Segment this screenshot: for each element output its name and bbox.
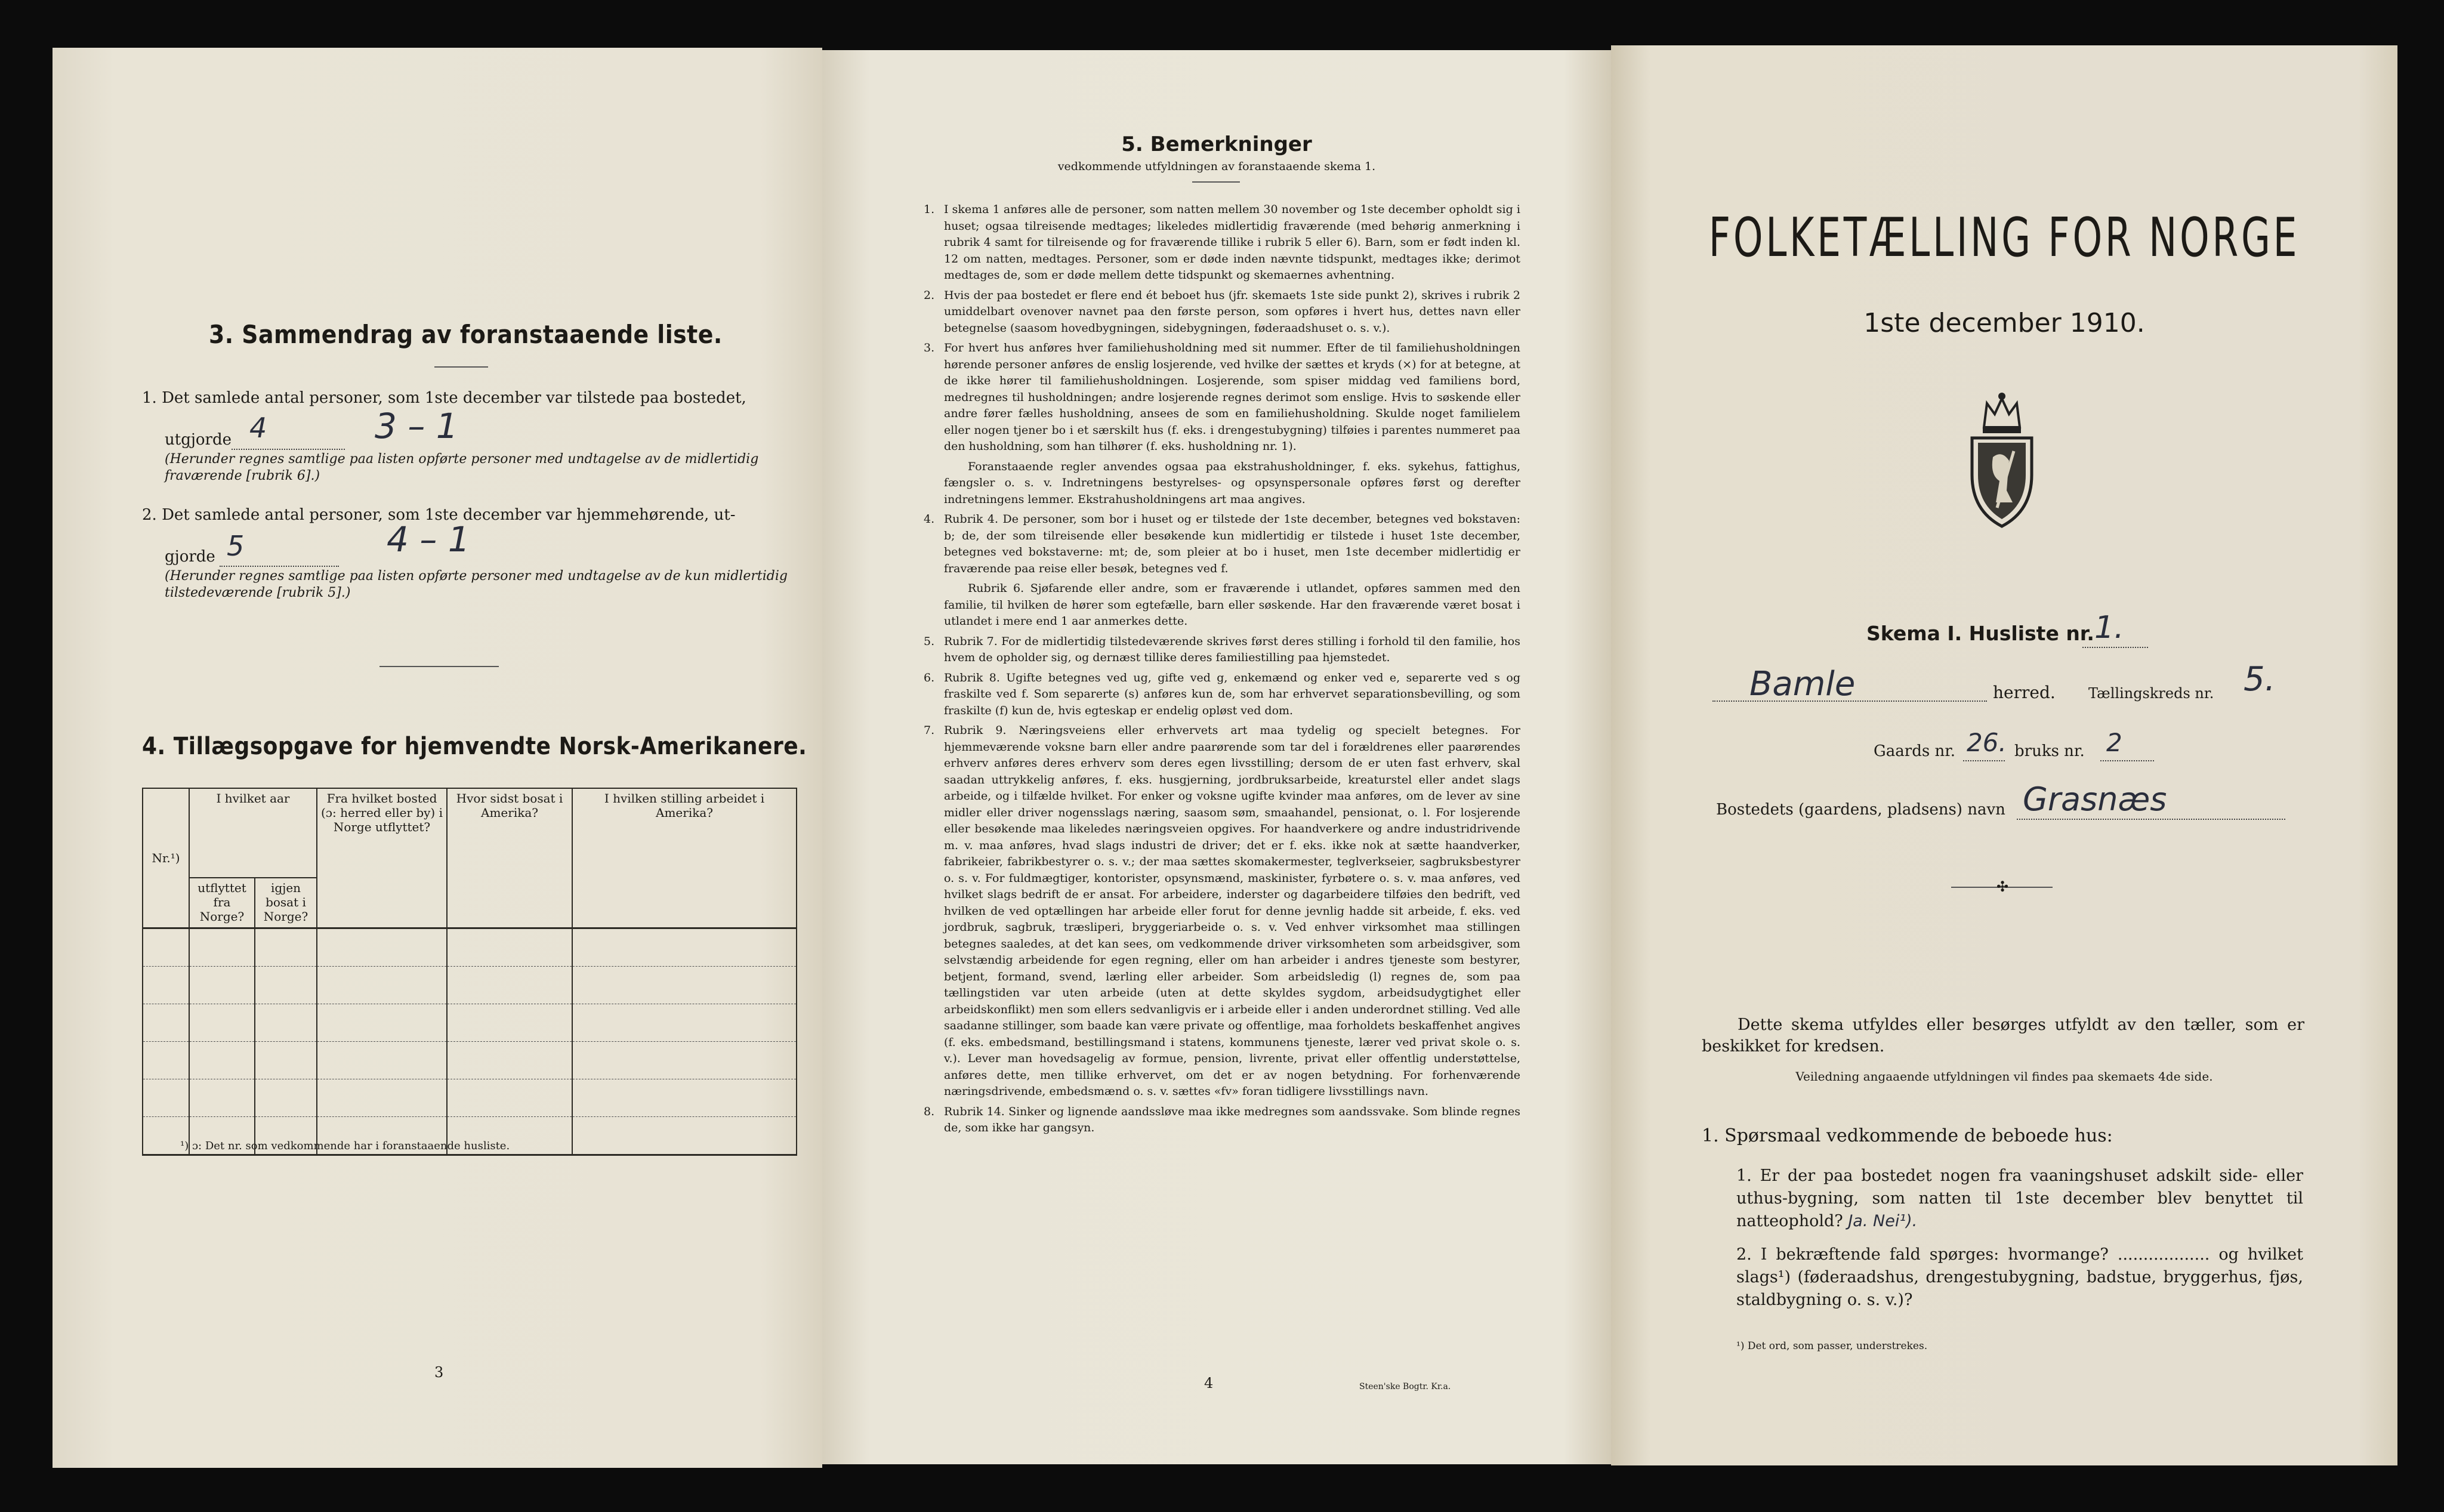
- herred-label: herred.: [1993, 683, 2056, 702]
- remark-number: 2.: [924, 288, 935, 302]
- table-row: [143, 928, 797, 966]
- table-row: [143, 1041, 797, 1079]
- ornament-icon: ✣: [1996, 878, 2009, 895]
- remark-item: [924, 581, 1520, 630]
- section-3-title: 3. Sammendrag av foranstaaende liste.: [209, 320, 723, 349]
- section-4-title: 4. Tillægsopgave for hjemvendte Norsk-Amerikanere.: [142, 733, 807, 760]
- dotted-line: [2100, 760, 2154, 761]
- bosted-value: Grasnæs: [2023, 780, 2167, 818]
- question-1: [1736, 1165, 2303, 1233]
- col-nr: Nr.¹): [143, 788, 189, 928]
- col-stilling: I hvilken stilling arbeidet i Amerika?: [572, 788, 797, 928]
- krets-value: 5.: [2244, 660, 2276, 699]
- divider: [1192, 181, 1240, 183]
- skema-label: Skema I. Husliste nr.: [1866, 622, 2094, 645]
- remarks-list: [924, 202, 1520, 1140]
- q2-value: 5: [227, 530, 245, 562]
- remark-text: Rubrik 8. Ugifte betegnes ved ug, gifte ved g, enkemænd og enker ved e, separerte ved s og fraskilte ved f. Som separerte (s) anføres kun de, som har erhvervet separationsbevilling, og som fraskilte (f) kun de, hvis egteskap er endelig opløst ved dom.: [944, 671, 1520, 717]
- remark-text: Rubrik 7. For de midlertidig tilstedeværende skrives først deres stilling i forhold til den familie, hos hvem de opholder sig, og dernæst tillike deres familiestilling paa hjemstedet.: [944, 634, 1520, 664]
- remark-item: [924, 202, 1520, 284]
- remark-text: Foranstaaende regler anvendes ogsaa paa ekstrahusholdninger, f. eks. sykehus, fattighus, fængsler o. s. v. Indretningens bestyrelses- og opsynspersonale opføres først og derefter indretningens lemmer. Ekstrahusholdningens art maa angives.: [944, 459, 1520, 506]
- bosted-label: Bostedets (gaardens, pladsens) navn: [1716, 801, 2005, 819]
- remarks-subtitle: vedkommende utfyldningen av foranstaaende skema 1.: [1057, 160, 1376, 173]
- table-row: [143, 1079, 797, 1116]
- printer-credit: Steen'ske Bogtr. Kr.a.: [1359, 1382, 1451, 1391]
- right-page: [1611, 45, 2397, 1465]
- dotted-line: [2082, 647, 2148, 648]
- remark-item: [924, 1104, 1520, 1137]
- divider: [434, 366, 488, 368]
- remark-item: [924, 723, 1520, 1100]
- census-date: 1ste december 1910.: [1863, 308, 2145, 338]
- gaards-label: Gaards nr.: [1874, 742, 1956, 760]
- page-number: 4: [1204, 1375, 1214, 1391]
- remark-text: Rubrik 6. Sjøfarende eller andre, som er fraværende i utlandet, opføres sammen med den familie, til hvilken de hører som egtefælle, barn eller søskende. Har den fraværende været bosat i utlandet i mere end 1 aar anmerkes dette.: [944, 582, 1520, 628]
- remark-number: 1.: [924, 203, 935, 216]
- q1-text: 1. Det samlede antal personer, som 1ste december var tilstede paa bostedet,: [142, 389, 746, 407]
- divider: [379, 666, 499, 667]
- norsk-amerikanere-table: [142, 788, 797, 1156]
- gaards-value: 26.: [1967, 728, 2007, 757]
- krets-label: Tællingskreds nr.: [2088, 685, 2214, 702]
- dotted-line: [1963, 760, 2005, 761]
- col-utflyttet: utflyttet fra Norge?: [189, 878, 255, 928]
- remark-item: [924, 340, 1520, 455]
- remark-text: Rubrik 9. Næringsveiens eller erhvervets art maa tydelig og specielt betegnes. For hjemmeværende voksne barn eller andre paarørende som tar del i forældrenes eller paarørendes erhverv anføres deres erhverv som deres egen livsstilling; dersom de er uten fast erhverv, skal saadan uttrykkelig anføres, f. eks. husgjerning, jordbruksarbeide, kreaturstel eller andet slags arbeide, og i tilfælde hvilket. For enker og voksne ugifte kvinder maa anføres, om de lever av sine midler eller driver nogensslags næring, saasom søm, smaahandel, pensionat, o. l. For losjerende eller besøkende maa likeledes næringsveien opgives. For haandverkere og andre industridrivende m. v. maa anføres, hvad slags industri de driver; det er f. eks. ikke nok at sætte haandverker, fabrikeier, fabrikbestyrer o. s. v.; der maa sættes skomakermester, teglverkseier, sagbruksbestyrer o. s. v. For fuldmægtiger, kontorister, opsynsmænd, maskinister, fyrbøtere o. s. v. maa anføres, ved hvilket slags bedrift de er ansat. For arbeidere, inderster og dagarbeidere tilføies den bedrift, ved hvilken de ved optællingen har arbeide eller forut for denne jevnlig hadde sit arbeide, f. eks. ved jordbruk, sagbruk, træsliperi, bryggeriarbeide o. s. v. Ved enhver virksomhet maa stillingen betegnes saaledes, at det kan sees, om vedkommende driver virksomheten som arbeidsgiver, som selvstændig arbeidende for egen regning, eller om han arbeider i andres tjeneste som bestyrer, betjent, formand, svend, lærling eller arbeider. Som arbeidsledig (l) regnes de, som paa tællingstiden var uten arbeide (uten at dette skyldes sygdom, arbeidsudygtighet eller arbeidskonflikt) men som ellers sedvanligvis er i arbeide eller i anden underordnet stilling. Ved alle saadanne stillinger, som baade kan være private og offentlige, maa forholdets beskaffenhet angives (f. eks. embedsmand, bestillingsmand i statens, kommunens tjeneste, lærer ved privat skole o. s. v.). Lever man hovedsagelig av formue, pension, livrente, privat eller offentlig understøttelse, anføres dette, men tillike erhvervet, om det er av nogen betydning. For forhenværende næringsdrivende, embedsmænd o. s. v. sættes «fv» foran tidligere livsstillings navn.: [944, 724, 1520, 1098]
- intro-note: Veiledning angaaende utfyldningen vil findes paa skemaets 4de side.: [1795, 1069, 2213, 1084]
- remark-text: Rubrik 4. De personer, som bor i huset og er tilstede der 1ste december, betegnes ved bokstaven: b; de, der som tilreisende eller besøkende kun midlertidig er tilstede i huset 1ste december, betegnes ved bokstaverne: mt; de, som pleier at bo i huset, men 1ste december midlertidig er fraværende paa reise eller besøk, betegnes ved f.: [944, 513, 1520, 575]
- question-1-answer: Ja. Nei¹).: [1848, 1212, 1918, 1230]
- remark-item: [924, 634, 1520, 666]
- remark-text: For hvert hus anføres hver familiehusholdning med sit nummer. Efter de til familiehusholdningen hørende personer anføres de enslig losjerende, ved hvilke der sættes et kryds (×) for at betegne, at de ikke hører til familiehusholdningen. Losjerende, som spiser middag ved familiens bord, medregnes til husholdningen; andre losjerende regnes derimot som enslige. Hvis to søskende eller andre fører fælles husholdning, ansees de som en familiehusholdning. Skulde noget familielem eller nogen tjener bo i et særskilt hus (f. eks. i drengestubygning) tilføies i parentes nummeret paa den husholdning, som han tilhører (f. eks. husholdning nr. 1).: [944, 341, 1520, 453]
- table-footnote: ¹) ɔ: Det nr. som vedkommende har i foranstaaende husliste.: [180, 1140, 510, 1152]
- intro-text: Dette skema utfyldes eller besørges utfyldt av den tæller, som er beskikket for kredsen.: [1702, 1016, 2304, 1056]
- table-row: [143, 966, 797, 1004]
- q1-note: (Herunder regnes samtlige paa listen opførte personer med undtagelse av de midlertidig fraværende [rubrik 6].): [165, 452, 759, 483]
- remark-number: 3.: [924, 341, 935, 354]
- q1-extra: 3 – 1: [375, 406, 458, 446]
- remark-number: 8.: [924, 1104, 935, 1118]
- q1-value: 4: [249, 412, 267, 444]
- bruks-value: 2: [2106, 728, 2122, 757]
- remark-number: 4.: [924, 513, 935, 526]
- col-amerika-bosat: Hvor sidst bosat i Amerika?: [447, 788, 572, 928]
- col-group-aar: I hvilket aar: [189, 788, 317, 878]
- remark-text: I skema 1 anføres alle de personer, som natten mellem 30 november og 1ste december opholdt sig i huset; ogsaa tilreisende medtages; likeledes midlertidig fraværende (med behørig anmerkning i rubrik 4 samt for tilreisende og for fraværende tillike i rubrik 5 eller 6). Barn, som er født inden kl. 12 om natten, medtages. Personer, som er døde inden nævnte tidspunkt, medtages ikke; derimot medtages de, som er døde mellem dette tidspunkt og skemaernes avhentning.: [944, 203, 1520, 282]
- q2-text: 2. Det samlede antal personer, som 1ste december var hjemmehørende, ut-: [142, 506, 736, 524]
- document-title: FOLKETÆLLING FOR NORGE: [1708, 206, 2300, 269]
- norwegian-coat-of-arms-icon: [1960, 385, 2044, 529]
- bruks-label: bruks nr.: [2014, 742, 2085, 760]
- remarks-title: 5. Bemerkninger: [1121, 132, 1312, 156]
- page-number: 3: [434, 1364, 444, 1381]
- remark-item: [924, 511, 1520, 577]
- q2-dotted-line: [220, 566, 339, 567]
- q1-prefix: utgjorde: [165, 431, 232, 449]
- q2-prefix: gjorde: [165, 548, 215, 566]
- q1-dotted-line: [232, 449, 345, 450]
- table-row: [143, 1004, 797, 1041]
- q2-extra: 4 – 1: [387, 519, 470, 560]
- q2-note: (Herunder regnes samtlige paa listen opførte personer med undtagelse av de kun midlertidig tilstedeværende [rubrik 5].): [165, 569, 788, 600]
- remark-item: [924, 670, 1520, 720]
- middle-page: [822, 50, 1611, 1464]
- questions-heading: 1. Spørsmaal vedkommende de beboede hus:: [1702, 1125, 2113, 1146]
- question-1-text: 1. Er der paa bostedet nogen fra vaaningshuset adskilt side- eller uthus-bygning, som natten til 1ste december blev benyttet til natteophold?: [1736, 1167, 2303, 1230]
- remark-item: [924, 288, 1520, 337]
- herred-value: Bamle: [1749, 665, 1856, 703]
- col-fra-bosted: Fra hvilket bosted (ɔ: herred eller by) i Norge utflyttet?: [317, 788, 447, 928]
- remark-text: Hvis der paa bostedet er flere end ét beboet hus (jfr. skemaets 1ste side punkt 2), skrives i rubrik 2 umiddelbart ovenover navnet paa den første person, som opføres i hvert hus, dettes navn eller betegnelse (saasom hovedbygningen, sidebygningen, føderaadshuset o. s. v.).: [944, 288, 1520, 335]
- remark-number: 5.: [924, 634, 935, 648]
- husliste-nr-value: 1.: [2094, 610, 2124, 646]
- remark-number: 7.: [924, 724, 935, 737]
- remark-number: 6.: [924, 671, 935, 684]
- left-page: [53, 48, 822, 1468]
- question-2: 2. I bekræftende fald spørges: hvormange? .................. og hvilket slags¹) (føderaadshus, drengestubygning, badstue, bryggerhus, fjøs, staldbygning o. s. v.)?: [1736, 1245, 2303, 1309]
- col-igjen-bosat: igjen bosat i Norge?: [255, 878, 317, 928]
- remark-text: Rubrik 14. Sinker og lignende aandssløve maa ikke medregnes som aandssvake. Som blinde regnes de, som ikke har gangsyn.: [944, 1104, 1520, 1134]
- dotted-line: [2017, 819, 2285, 820]
- right-footnote: ¹) Det ord, som passer, understrekes.: [1736, 1340, 1928, 1352]
- remark-item: [924, 459, 1520, 508]
